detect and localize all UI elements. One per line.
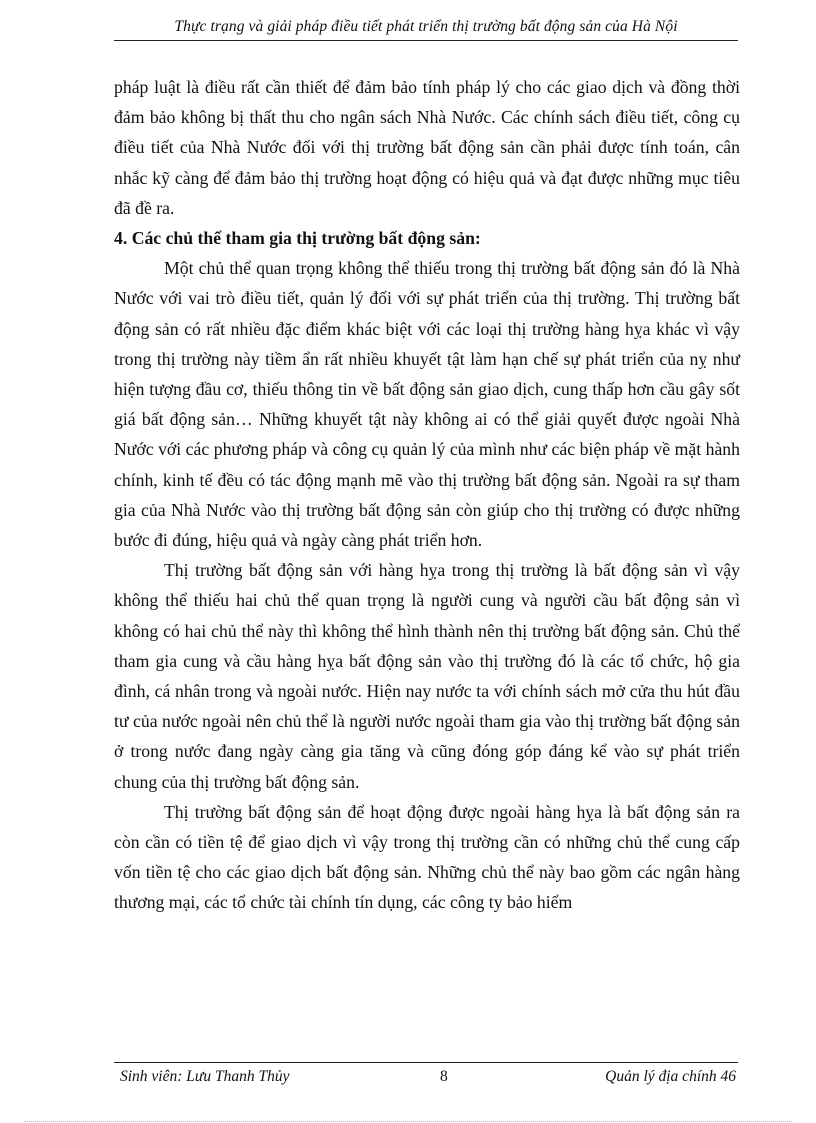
paragraph-state-role: Một chủ thể quan trọng không thể thiếu trong thị trường bất động sản đó là Nhà Nước với vai trò điều tiết, quản lý đối với sự phát triển của thị trường. Thị trường bất động sản có rất nhiều đặc điểm khác biệt với các loại thị trường hàng hỵa khác vì vậy trong thị trường này tiềm ẩn rất nhiều khuyết tật làm hạn chế sự phát triển của nỵ như hiện tượng đầu cơ, thiếu thông tin về bất động sản giao dịch, cung thấp hơn cầu gây sốt giá bất động sản… Những khuyết tật này không ai có thể giải quyết được ngoài Nhà Nước với các phương pháp và công cụ quản lý của mình như các biện pháp về mặt hành chính, kinh tế đều có tác động mạnh mẽ vào thị trường bất động sản. Ngoài ra sự tham gia của Nhà Nước vào thị trường bất động sản còn giúp cho thị trường có được những bước đi đúng, hiệu quả và ngày càng phát triển hơn. xyxy=(114,258,740,551)
document-body xyxy=(114,72,740,918)
header-title: Thực trạng và giải pháp điều tiết phát triển thị trường bất động sản của Hà Nội xyxy=(174,18,678,35)
paragraph-capital-providers: Thị trường bất động sản để hoạt động được ngoài hàng hỵa là bất động sản ra còn cần có tiền tệ để giao dịch vì vậy trong thị trường cần có những chủ thể cung cấp vốn tiền tệ cho các giao dịch bất động sản. Những chủ thể này bao gồm các ngân hàng thương mại, các tổ chức tài chính tín dụng, các công ty bảo hiểm xyxy=(114,801,740,913)
page-edge-divider xyxy=(24,1121,792,1122)
section-heading: 4. Các chủ thể tham gia thị trường bất động sản: xyxy=(114,228,481,249)
paragraph-supply-demand: Thị trường bất động sản với hàng hỵa trong thị trường là bất động sản vì vậy không thể thiếu hai chủ thể quan trọng là người cung và người cầu bất động sản vì không có hai chủ thể này thì không thể hình thành nên thị trường bất động sản. Chủ thể tham gia cung và cầu hàng hỵa bất động sản vào thị trường đó là các tổ chức, hộ gia đình, cá nhân trong và ngoài nước. Hiện nay nước ta với chính sách mở cửa thu hút đầu tư của nước ngoài nên chủ thể là người nước ngoài tham gia vào thị trường bất động sản ở trong nước đang ngày càng gia tăng và cũng đóng góp đáng kể vào sự phát triển chung của thị trường bất động sản. xyxy=(114,560,740,792)
footer-class: Quản lý địa chính 46 xyxy=(605,1068,736,1085)
page-number: 8 xyxy=(440,1068,448,1085)
footer-student: Sinh viên: Lưu Thanh Thủy xyxy=(120,1068,290,1085)
page-footer xyxy=(114,1062,738,1091)
page-header xyxy=(114,14,738,41)
paragraph-continuation: pháp luật là điều rất cần thiết để đảm bảo tính pháp lý cho các giao dịch và đồng thời đảm bảo không bị thất thu cho ngân sách Nhà Nước. Các chính sách điều tiết, công cụ điều tiết của Nhà Nước đối với thị trường bất động sản cần phải được tính toán, cân nhắc kỹ càng để đảm bảo thị trường hoạt động có hiệu quả và đạt được những mục tiêu đã đề ra. xyxy=(114,77,740,218)
